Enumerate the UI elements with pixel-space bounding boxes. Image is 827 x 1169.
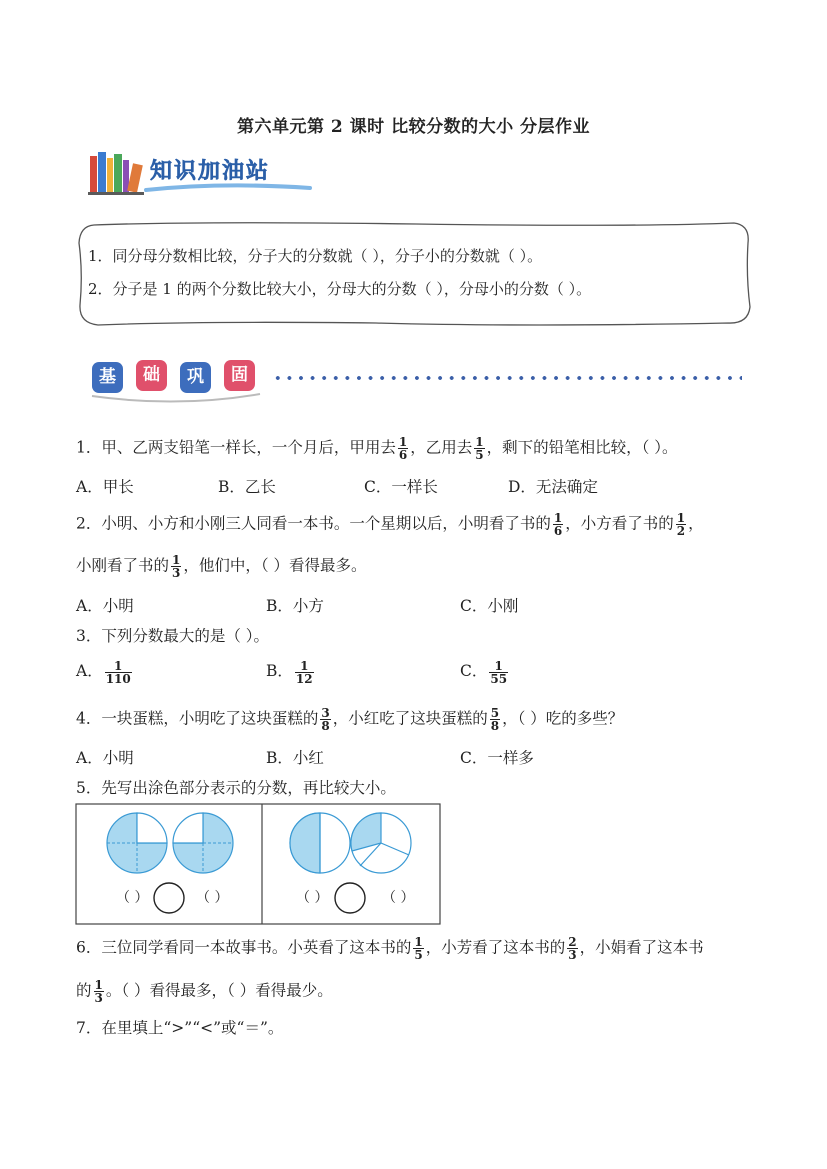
q2-text-pre: 2．小明、小方和小刚三人同看一本书。一个星期以后，小明看了书的 xyxy=(76,514,551,533)
denominator: 6 xyxy=(398,448,408,462)
compare-circle-left xyxy=(154,883,184,913)
basic-tile-4: 固 xyxy=(224,360,255,391)
pie-left-2 xyxy=(173,813,233,873)
q4-stem xyxy=(76,707,623,732)
denominator: 3 xyxy=(172,566,181,580)
knowledge-line-2: 2．分子是 1 的两个分数比较大小，分母大的分数（ ），分母小的分数（ ）。 xyxy=(88,280,592,298)
q1-option-c[interactable]: C．一样长 xyxy=(364,478,438,496)
pie-right-1 xyxy=(290,813,350,873)
fraction xyxy=(490,707,500,732)
q4-text-mid: ，小红吃了这块蛋糕的 xyxy=(332,709,488,728)
q2-text-line2-post: ，他们中，（ ）看得最多。 xyxy=(183,556,367,575)
basic-header xyxy=(88,358,268,406)
fraction xyxy=(320,707,330,732)
q1-text-pre: 1．甲、乙两支铅笔一样长，一个月后，甲用去 xyxy=(76,438,396,457)
pie-left-1 xyxy=(107,813,167,873)
fraction xyxy=(489,660,508,685)
option-label: B． xyxy=(266,662,293,680)
numerator: 1 xyxy=(553,511,563,525)
q6-text-pre: 6．三位同学看同一本故事书。小英看了这本书的 xyxy=(76,938,412,957)
denominator: 110 xyxy=(105,671,131,686)
fraction xyxy=(413,936,423,961)
numerator: 1 xyxy=(172,553,181,567)
q2-option-a[interactable]: A．小明 xyxy=(76,597,134,615)
numerator: 1 xyxy=(105,660,132,673)
q2-option-c[interactable]: C．小刚 xyxy=(460,597,519,615)
q7-stem: 7．在里填上“>”“<”或“＝”。 xyxy=(76,1019,284,1037)
q1-stem xyxy=(76,436,678,461)
q6-text-line2-pre: 的 xyxy=(76,981,92,1000)
numerator: 1 xyxy=(475,435,484,449)
knowledge-header xyxy=(88,148,318,198)
q3-option-b[interactable] xyxy=(266,659,316,685)
denominator: 3 xyxy=(94,991,103,1005)
q5-blank-left-2[interactable]: （ ） xyxy=(196,890,229,906)
denominator: 55 xyxy=(490,671,508,686)
denominator: 5 xyxy=(414,948,423,962)
q5-stem: 5．先写出涂色部分表示的分数，再比较大小。 xyxy=(76,779,396,797)
q4-text-post: ，（ ）吃的多些？ xyxy=(502,709,624,728)
basic-tile-2: 础 xyxy=(136,360,167,391)
numerator: 1 xyxy=(414,935,423,949)
denominator: 6 xyxy=(553,524,563,538)
q4-option-c[interactable]: C．一样多 xyxy=(460,749,534,767)
knowledge-box xyxy=(76,221,752,327)
numerator: 1 xyxy=(489,660,508,673)
q5-blank-left-1[interactable]: （ ） xyxy=(116,890,149,906)
q2-text-mid: ，小方看了书的 xyxy=(565,514,674,533)
q6-stem-line2 xyxy=(76,979,333,1004)
fraction xyxy=(398,436,408,461)
denominator: 8 xyxy=(321,719,330,733)
fraction xyxy=(171,554,181,579)
q3-option-c[interactable] xyxy=(460,659,510,685)
q6-stem-line1 xyxy=(76,936,704,961)
q2-text-line2-pre: 小刚看了书的 xyxy=(76,556,170,575)
q6-text-line2-post: 。（ ）看得最多，（ ）看得最少。 xyxy=(105,981,333,1000)
dotted-divider xyxy=(272,375,742,381)
q1-text-post: ，剩下的铅笔相比较，（ ）。 xyxy=(486,438,678,457)
q1-option-d[interactable]: D．无法确定 xyxy=(508,478,598,496)
basic-tile-3: 巩 xyxy=(180,362,211,393)
numerator: 1 xyxy=(94,978,103,992)
q6-text-mid: ，小芳看了这本书的 xyxy=(425,938,566,957)
q3-stem: 3．下列分数最大的是（ ）。 xyxy=(76,627,270,645)
numerator: 1 xyxy=(398,435,408,449)
q5-blank-right-1[interactable]: （ ） xyxy=(296,890,329,906)
q1-option-a[interactable]: A．甲长 xyxy=(76,478,134,496)
numerator: 1 xyxy=(295,660,314,673)
knowledge-header-text: 知识加油站 xyxy=(150,159,271,184)
q2-stem-line1 xyxy=(76,512,704,537)
q4-option-a[interactable]: A．小明 xyxy=(76,749,134,767)
numerator: 5 xyxy=(490,706,500,720)
fraction xyxy=(474,436,484,461)
fraction xyxy=(94,979,104,1004)
page-title: 第六单元第 2 课时 比较分数的大小 分层作业 xyxy=(236,117,590,137)
pie-right-2 xyxy=(351,813,411,873)
denominator: 2 xyxy=(676,524,686,538)
q3-option-a[interactable] xyxy=(76,659,134,685)
q2-stem-line2 xyxy=(76,554,367,579)
denominator: 8 xyxy=(490,719,500,733)
numerator: 3 xyxy=(321,706,330,720)
knowledge-line-1: 1．同分母分数相比较，分子大的分数就（ ），分子小的分数就（ ）。 xyxy=(88,247,543,265)
basic-tile-1: 基 xyxy=(92,362,123,393)
q6-text-post: ，小娟看了这本书 xyxy=(579,938,704,957)
option-label: C． xyxy=(460,662,488,680)
q1-text-mid: ，乙用去 xyxy=(410,438,473,457)
fraction xyxy=(295,660,314,685)
fraction xyxy=(553,512,563,537)
q5-blank-right-2[interactable]: （ ） xyxy=(382,890,415,906)
numerator: 1 xyxy=(676,511,686,525)
fraction xyxy=(567,936,577,961)
denominator: 12 xyxy=(295,671,313,686)
q2-option-b[interactable]: B．小方 xyxy=(266,597,324,615)
books-icon xyxy=(88,148,144,196)
q4-option-b[interactable]: B．小红 xyxy=(266,749,324,767)
q4-text-pre: 4．一块蛋糕，小明吃了这块蛋糕的 xyxy=(76,709,319,728)
q1-option-b[interactable]: B．乙长 xyxy=(218,478,276,496)
compare-circle-right xyxy=(335,883,365,913)
fraction xyxy=(676,512,686,537)
fraction xyxy=(105,660,132,685)
numerator: 2 xyxy=(568,935,577,949)
q2-text-post: ， xyxy=(688,514,704,533)
denominator: 3 xyxy=(568,948,577,962)
denominator: 5 xyxy=(475,448,484,462)
option-label: A． xyxy=(76,662,103,680)
